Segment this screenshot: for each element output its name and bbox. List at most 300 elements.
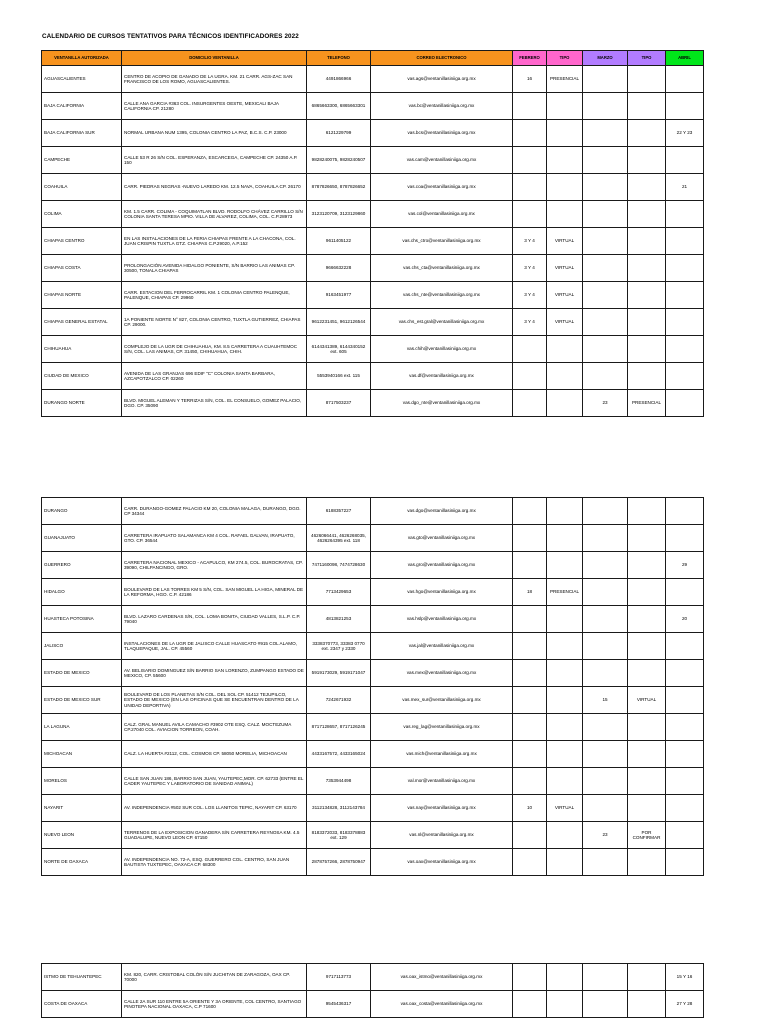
cell-state: NUEVO LEON: [42, 822, 122, 849]
cell-state: COAHUILA: [42, 174, 122, 201]
cell-address: BOULEVARD DE LOS PLANETAS S/N COL. DEL SOL CP. 51412 TEJUPILCO, ESTADO DE MEXICO (EN LAS OFICINAS QUE SE ENCUENTRAN DENTRO DE LA UNIDAD DEPORTIVA): [122, 687, 307, 714]
cell-email: vas.jal@ventanillasiniiga.org.mx: [371, 633, 513, 660]
cell-april: [666, 363, 704, 390]
cell-march: [583, 120, 628, 147]
schedule-table-1: [41, 50, 704, 417]
table-row: [42, 93, 704, 120]
header-type-feb: TIPO: [547, 51, 583, 66]
cell-address: CALLE 2A SUR 110 ENTRE 5A ORIENTE Y 3A ORIENTE, COL CENTRO, SANTIAGO PINOTEPA NACIONAL OAXACA, C.P 71600: [122, 991, 307, 1018]
cell-address: AV. INDEPENDENCIA #502 SUR COL. LOS LLANITOS TEPIC, NAYARIT CP. 63170: [122, 795, 307, 822]
table-row: [42, 120, 704, 147]
cell-march: [583, 93, 628, 120]
cell-february: 16: [513, 66, 547, 93]
cell-type-mar: [628, 201, 666, 228]
table-row: [42, 498, 704, 525]
cell-state: CAMPECHE: [42, 147, 122, 174]
cell-february: 10: [513, 795, 547, 822]
table-row: [42, 795, 704, 822]
cell-type-feb: VIRTUAL: [547, 795, 583, 822]
cell-phone: 6144341389, 6144340152 ext. 605: [307, 336, 371, 363]
cell-address: INSTALACIONES DE LA UGR DE JALISCO CALLE HUASCATO #915 COL ALAMO, TLAQUEPAQUE, JAL. CP. 45560: [122, 633, 307, 660]
cell-address: AV. BELISARIO DOMINGUEZ S/N BARRIO SAN LORENZO, ZUMPANGO ESTADO DE MEXICO, CP. 55600: [122, 660, 307, 687]
cell-type-feb: [547, 93, 583, 120]
cell-email: vas.oax_istmo@ventanillasiniiga.org.mx: [371, 964, 513, 991]
cell-april: [666, 849, 704, 876]
cell-type-feb: [547, 498, 583, 525]
cell-state: CHIAPAS GENERAL ESTATAL: [42, 309, 122, 336]
cell-email: vas.nl@ventanillasiniiga.org.mx: [371, 822, 513, 849]
cell-email: vas.cam@ventanillasiniiga.org.mx: [371, 147, 513, 174]
table-row: [42, 255, 704, 282]
cell-phone: 7713429653: [307, 579, 371, 606]
table-row: [42, 633, 704, 660]
table-row: [42, 822, 704, 849]
cell-phone: 4491866966: [307, 66, 371, 93]
cell-march: [583, 525, 628, 552]
cell-state: MICHOACAN: [42, 741, 122, 768]
cell-february: [513, 991, 547, 1018]
cell-type-feb: [547, 336, 583, 363]
cell-february: [513, 606, 547, 633]
cell-address: KM. 1.5 CARR. COLIMA - COQUIMATLAN BLVD. RODOLFO CHÁVEZ CARRILLO S/N COLONIA SANTA TERESA MPIO. VILLA DE ALVAREZ, COLIMA, COL. C.P.28973: [122, 201, 307, 228]
cell-state: CHIAPAS CENTRO: [42, 228, 122, 255]
cell-type-mar: [628, 255, 666, 282]
cell-march: [583, 579, 628, 606]
cell-state: JALISCO: [42, 633, 122, 660]
cell-state: LA LAGUNA: [42, 714, 122, 741]
header-state: VENTANILLA AUTORIZADA: [42, 51, 122, 66]
cell-april: [666, 687, 704, 714]
cell-address: CARRETERA IRAPUATO SALAMANCA KM 4 COL. RAFAEL GALVAN, IRAPUATO, GTO. CP. 36544: [122, 525, 307, 552]
cell-phone: 5919173029, 5919171047: [307, 660, 371, 687]
cell-february: 3 Y 4: [513, 255, 547, 282]
cell-email: vas.gto@ventanillasiniiga.org.mx: [371, 525, 513, 552]
header-type-mar: TIPO: [628, 51, 666, 66]
cell-email: vas.col@ventanillasiniiga.org.mx: [371, 201, 513, 228]
cell-type-feb: VIRTUAL: [547, 228, 583, 255]
cell-address: BLVD. LAZARO CARDENAS S/N, COL. LOMA BONITA, CIUDAD VALLES, S.L.P. C.P. 79040: [122, 606, 307, 633]
cell-phone: 8717128657, 8717126245: [307, 714, 371, 741]
cell-march: [583, 201, 628, 228]
header-email: CORREO ELECTRONICO: [371, 51, 513, 66]
cell-phone: 9163451977: [307, 282, 371, 309]
cell-april: [666, 795, 704, 822]
cell-type-feb: [547, 991, 583, 1018]
cell-address: BOULEVARD DE LAS TORRES KM 5 S/N, COL. SAN MIGUEL LA HIGA, MINERAL DE LA REFORMA, HGO. C.P. 42186: [122, 579, 307, 606]
cell-type-mar: POR CONFIRMAR: [628, 822, 666, 849]
document-title: CALENDARIO DE CURSOS TENTATIVOS PARA TÉCNICOS IDENTIFICADORES 2022: [42, 33, 299, 40]
table-row: [42, 201, 704, 228]
cell-february: [513, 714, 547, 741]
cell-february: 3 Y 4: [513, 282, 547, 309]
cell-state: DURANGO: [42, 498, 122, 525]
cell-email: vas.chih@ventanillasiniiga.org.mx: [371, 336, 513, 363]
cell-address: CARR. ESTACION DEL FERROCARRIL KM. 1 COLONIA CENTRO PALENQUE, PALENQUE, CHIAPAS CP. 29960: [122, 282, 307, 309]
cell-march: [583, 964, 628, 991]
cell-march: [583, 228, 628, 255]
header-address: DOMICILIO VENTANILLA: [122, 51, 307, 66]
cell-march: [583, 606, 628, 633]
cell-phone: 7471160098, 7474728630: [307, 552, 371, 579]
cell-april: [666, 66, 704, 93]
cell-march: [583, 849, 628, 876]
cell-february: [513, 964, 547, 991]
cell-february: [513, 390, 547, 417]
table-row: [42, 147, 704, 174]
cell-email: vas.chs_est.gral@ventanillasiniiga.org.mx: [371, 309, 513, 336]
cell-march: [583, 363, 628, 390]
cell-type-feb: VIRTUAL: [547, 309, 583, 336]
cell-email: vas.oax_costa@ventanillasiniiga.org.mx: [371, 991, 513, 1018]
cell-phone: 4813821253: [307, 606, 371, 633]
cell-type-mar: PRESENCIAL: [628, 390, 666, 417]
cell-march: [583, 991, 628, 1018]
cell-type-mar: [628, 228, 666, 255]
cell-phone: 9611405122: [307, 228, 371, 255]
cell-type-feb: [547, 768, 583, 795]
cell-phone: 3123120709, 3123129860: [307, 201, 371, 228]
cell-type-mar: [628, 66, 666, 93]
cell-february: 18: [513, 579, 547, 606]
cell-type-mar: [628, 964, 666, 991]
table-row: [42, 309, 704, 336]
table-row: [42, 741, 704, 768]
cell-address: AVENIDA DE LAS GRANJAS 696 EDIF "C" COLONIA SANTA BARBARA, AZCAPOTZALCO CP. 02260: [122, 363, 307, 390]
cell-email: vas.reg_lag@ventanillasiniiga.org.mx: [371, 714, 513, 741]
cell-email: val.mor@ventanillasiniiga.org.mx: [371, 768, 513, 795]
cell-address: KM. 820, CARR. CRISTOBAL COLÓN S/N JUCHITAN DE ZARAGOZA, OAX CP. 70000: [122, 964, 307, 991]
cell-type-feb: [547, 849, 583, 876]
table-row: [42, 525, 704, 552]
cell-april: [666, 741, 704, 768]
table-row: [42, 660, 704, 687]
cell-march: [583, 795, 628, 822]
cell-february: [513, 174, 547, 201]
table-row: [42, 228, 704, 255]
cell-type-feb: [547, 822, 583, 849]
cell-february: [513, 741, 547, 768]
cell-type-mar: [628, 741, 666, 768]
table-row: [42, 579, 704, 606]
cell-february: [513, 120, 547, 147]
cell-address: CARRETERA NACIONAL MEXICO - ACAPULCO, KM 274.5, COL. BUROCRATAS, CP. 39090, CHILPANCINGO, GRO.: [122, 552, 307, 579]
cell-phone: 9828240075, 9828240507: [307, 147, 371, 174]
cell-type-mar: [628, 991, 666, 1018]
cell-state: COSTA DE OAXACA: [42, 991, 122, 1018]
cell-phone: 5553940166 ext. 115: [307, 363, 371, 390]
cell-march: 15: [583, 687, 628, 714]
schedule-table-3: [41, 963, 704, 1018]
cell-march: [583, 309, 628, 336]
cell-march: [583, 282, 628, 309]
cell-april: [666, 336, 704, 363]
cell-march: [583, 147, 628, 174]
cell-type-mar: [628, 633, 666, 660]
cell-state: NAYARIT: [42, 795, 122, 822]
cell-march: 23: [583, 822, 628, 849]
cell-type-feb: [547, 552, 583, 579]
cell-state: ESTADO DE MEXICO SUR: [42, 687, 122, 714]
cell-state: DURANGO NORTE: [42, 390, 122, 417]
table-row: [42, 768, 704, 795]
cell-state: HUASTECA POTOSINA: [42, 606, 122, 633]
cell-state: HIDALGO: [42, 579, 122, 606]
cell-type-mar: [628, 552, 666, 579]
cell-address: COMPLEJO DE LA UGR DE CHIHUAHUA, KM. 8.5 CARRETERA A CUAUHTEMOC S/N, COL. LAS ANIMAS, CP. 31450, CHIHUAHUA, CHIH.: [122, 336, 307, 363]
cell-address: PROLONGACIÓN AVENIDA HIDALGO PONIENTE, S/N BARRIO LAS ANIMAS CP. 30500, TONALA CHIAPAS: [122, 255, 307, 282]
cell-address: TERRENOS DE LA EXPOSICION GANADERA S/N CARRETERA REYNOSA KM. 4.5 GUADALUPE, NUEVO LEON CP. 67150: [122, 822, 307, 849]
table-row: [42, 282, 704, 309]
cell-february: [513, 633, 547, 660]
cell-address: CALZ. GRAL MANUEL AVILA CAMACHO #3902 OTE ESQ. CALZ. MOCTEZUMA CP.27040 COL. AVIACION TORREON, COAH.: [122, 714, 307, 741]
table-row: [42, 964, 704, 991]
cell-type-mar: [628, 795, 666, 822]
cell-email: vas.nay@ventanillasiniiga.org.mx: [371, 795, 513, 822]
cell-february: [513, 849, 547, 876]
cell-type-feb: [547, 525, 583, 552]
cell-february: 3 Y 4: [513, 228, 547, 255]
cell-phone: 8183372033, 8183378883 ext. 129: [307, 822, 371, 849]
cell-phone: 9612231451, 9612126544: [307, 309, 371, 336]
cell-address: CENTRO DE ACOPIO DE GANADO DE LA UGRA. KM. 21 CARR. AGS-ZAC SAN FRANCISCO DE LOS ROMO, AGUASCALIENTES.: [122, 66, 307, 93]
table-row: [42, 606, 704, 633]
cell-phone: 6188357227: [307, 498, 371, 525]
cell-phone: 7242671932: [307, 687, 371, 714]
cell-type-mar: [628, 498, 666, 525]
cell-february: 3 Y 4: [513, 309, 547, 336]
cell-email: vas.coa@ventanillasiniiga.org.mx: [371, 174, 513, 201]
cell-type-mar: [628, 174, 666, 201]
table-row: [42, 174, 704, 201]
cell-february: [513, 201, 547, 228]
cell-february: [513, 498, 547, 525]
cell-april: [666, 633, 704, 660]
cell-state: ISTMO DE TEHUANTEPEC: [42, 964, 122, 991]
cell-state: GUANAJUATO: [42, 525, 122, 552]
cell-address: EN LAS INSTALACIONES DE LA FERIA CHIAPAS FRENTE A LA CHACONA, COL. JUAN CRISPIN TUXTLA GTZ. CHIAPAS C.P.29020, A.P.152: [122, 228, 307, 255]
header-february: FEBRERO: [513, 51, 547, 66]
cell-type-feb: PRESENCIAL: [547, 579, 583, 606]
cell-email: vas.mich@ventanillasiniiga.org.mx: [371, 741, 513, 768]
cell-type-mar: [628, 525, 666, 552]
cell-type-mar: [628, 714, 666, 741]
cell-type-mar: [628, 120, 666, 147]
cell-address: CALLE SAN JUAN 186, BARRIO SAN JUAN, YAUTEPEC,MOR. CP. 62733 (ENTRE EL CADER YAUTEPEC Y LABORATORIO DE SANIDAD ANIMAL): [122, 768, 307, 795]
cell-april: [666, 525, 704, 552]
cell-april: [666, 228, 704, 255]
cell-type-feb: [547, 714, 583, 741]
cell-type-mar: [628, 93, 666, 120]
cell-address: CARR. PIEDRAS NEGRAS -NUEVO LAREDO KM. 12.5 NAVA, COAHUILA CP. 26170: [122, 174, 307, 201]
cell-april: [666, 147, 704, 174]
cell-phone: 6865663300, 6865663301: [307, 93, 371, 120]
cell-type-feb: [547, 687, 583, 714]
cell-state: CHIAPAS NORTE: [42, 282, 122, 309]
cell-email: vas.hgo@ventanillasiniiga.org.mx: [371, 579, 513, 606]
cell-april: 21: [666, 174, 704, 201]
cell-type-mar: [628, 849, 666, 876]
table-header-row: [42, 51, 704, 66]
cell-april: [666, 390, 704, 417]
cell-phone: 2878757266, 2878750947: [307, 849, 371, 876]
cell-type-feb: [547, 741, 583, 768]
cell-state: CIUDAD DE MEXICO: [42, 363, 122, 390]
cell-address: NORMAL URBANA NUM 1395, COLONIA CENTRO LA PAZ, B.C.S. C.P. 23000: [122, 120, 307, 147]
cell-phone: 3112134828, 3112143784: [307, 795, 371, 822]
cell-type-mar: [628, 309, 666, 336]
cell-type-feb: [547, 606, 583, 633]
cell-march: [583, 714, 628, 741]
cell-phone: 4626066441, 4626268035, 4626264395 ext. 118: [307, 525, 371, 552]
cell-april: [666, 93, 704, 120]
cell-email: vas.dgo@ventanillasiniiga.org.mx: [371, 498, 513, 525]
cell-april: [666, 822, 704, 849]
cell-email: vas.chs_cta@ventanillasiniiga.org.mx: [371, 255, 513, 282]
cell-type-mar: [628, 363, 666, 390]
cell-february: [513, 525, 547, 552]
cell-email: vas.bc@ventanillasiniiga.org.mx: [371, 93, 513, 120]
cell-phone: 6121229799: [307, 120, 371, 147]
cell-february: [513, 93, 547, 120]
cell-type-feb: [547, 147, 583, 174]
cell-phone: 3338370773, 33383 0770 ext. 2347 y 2330: [307, 633, 371, 660]
cell-type-feb: [547, 633, 583, 660]
cell-address: CALLE ANA GARCIA #363 COL. INSURGENTES OESTE, MEXICALI BAJA CALIFORNIA CP. 21280: [122, 93, 307, 120]
cell-state: BAJA CALIFORNIA: [42, 93, 122, 120]
cell-march: [583, 552, 628, 579]
cell-phone: 8787826650, 8787826652: [307, 174, 371, 201]
cell-april: [666, 768, 704, 795]
cell-type-mar: [628, 336, 666, 363]
cell-february: [513, 768, 547, 795]
cell-april: 15 Y 16: [666, 964, 704, 991]
cell-march: [583, 498, 628, 525]
cell-type-feb: [547, 174, 583, 201]
cell-email: vas.ags@ventanillasiniiga.org.mx: [371, 66, 513, 93]
cell-address: 1A PONIENTE NORTE N° 827, COLONIA CENTRO, TUXTLA GUTIERREZ, CHIAPAS CP. 29000.: [122, 309, 307, 336]
cell-email: vas.mex@ventanillasiniiga.org.mx: [371, 660, 513, 687]
cell-email: vas.hslp@ventanillasiniiga.org.mx: [371, 606, 513, 633]
table-row: [42, 363, 704, 390]
cell-email: vas.chs_nte@ventanillasiniiga.org.mx: [371, 282, 513, 309]
table-row: [42, 552, 704, 579]
cell-february: [513, 336, 547, 363]
cell-type-mar: [628, 660, 666, 687]
cell-type-feb: [547, 363, 583, 390]
cell-state: CHIHUAHUA: [42, 336, 122, 363]
cell-type-feb: PRESENCIAL: [547, 66, 583, 93]
cell-march: [583, 741, 628, 768]
cell-type-mar: [628, 606, 666, 633]
cell-type-mar: [628, 282, 666, 309]
cell-april: [666, 498, 704, 525]
table-row: [42, 714, 704, 741]
table-row: [42, 991, 704, 1018]
cell-state: BAJA CALIFORNIA SUR: [42, 120, 122, 147]
cell-february: [513, 660, 547, 687]
cell-phone: 9666632228: [307, 255, 371, 282]
cell-type-feb: VIRTUAL: [547, 255, 583, 282]
cell-state: ESTADO DE MEXICO: [42, 660, 122, 687]
table-row: [42, 849, 704, 876]
cell-april: [666, 255, 704, 282]
cell-march: [583, 255, 628, 282]
table-row: [42, 66, 704, 93]
cell-phone: 9545436317: [307, 991, 371, 1018]
cell-type-mar: [628, 768, 666, 795]
cell-april: [666, 579, 704, 606]
cell-state: CHIAPAS COSTA: [42, 255, 122, 282]
cell-state: AGUASCALIENTES: [42, 66, 122, 93]
cell-address: BLVD. MIGUEL ALEMAN Y TERRIZAS S/N, COL. EL CONSUELO, GOMEZ PALACIO, DGO. CP. 35090: [122, 390, 307, 417]
cell-march: [583, 336, 628, 363]
table-row: [42, 390, 704, 417]
cell-email: vas.dgo_nte@ventanillasiniiga.org.mx: [371, 390, 513, 417]
cell-email: vas.bcs@ventanillasiniiga.org.mx: [371, 120, 513, 147]
cell-april: [666, 714, 704, 741]
cell-email: vas.gro@ventanillasiniiga.org.mx: [371, 552, 513, 579]
cell-type-feb: [547, 120, 583, 147]
cell-march: [583, 633, 628, 660]
cell-type-mar: VIRTUAL: [628, 687, 666, 714]
schedule-table-2: [41, 497, 704, 876]
cell-type-feb: [547, 390, 583, 417]
cell-email: vas.df@ventanillasiniiga.org.mx: [371, 363, 513, 390]
cell-april: [666, 282, 704, 309]
cell-address: AV. INDEPENDENCIA NO. 72-A, ESQ. GUERRERO COL. CENTRO, SAN JUAN BAUTISTA TUXTEPEC, OAXACA CP. 68300: [122, 849, 307, 876]
cell-state: NORTE DE OAXACA: [42, 849, 122, 876]
cell-april: [666, 660, 704, 687]
cell-april: [666, 309, 704, 336]
cell-phone: 8717503237: [307, 390, 371, 417]
cell-april: 29: [666, 552, 704, 579]
cell-march: [583, 174, 628, 201]
cell-phone: 7353944498: [307, 768, 371, 795]
cell-april: 20: [666, 606, 704, 633]
cell-email: vas.mex_sur@ventanillasiniiga.org.mx: [371, 687, 513, 714]
cell-february: [513, 363, 547, 390]
cell-phone: 4433167572, 4433165024: [307, 741, 371, 768]
cell-state: COLIMA: [42, 201, 122, 228]
table-row: [42, 687, 704, 714]
cell-march: [583, 660, 628, 687]
cell-email: vas.chs_ctro@ventanillasiniiga.org.mx: [371, 228, 513, 255]
cell-phone: 9717113773: [307, 964, 371, 991]
cell-march: [583, 768, 628, 795]
cell-state: MORELOS: [42, 768, 122, 795]
table-row: [42, 336, 704, 363]
header-march: MARZO: [583, 51, 628, 66]
header-phone: TELEFONO: [307, 51, 371, 66]
cell-type-mar: [628, 147, 666, 174]
cell-february: [513, 552, 547, 579]
cell-february: [513, 687, 547, 714]
cell-address: CARR. DURANGO-GOMEZ PALACIO KM 20, COLONIA MALAGA, DURANGO, DGO. CP 34344: [122, 498, 307, 525]
cell-type-mar: [628, 579, 666, 606]
cell-february: [513, 822, 547, 849]
cell-type-feb: VIRTUAL: [547, 282, 583, 309]
cell-state: GUERRERO: [42, 552, 122, 579]
cell-march: 23: [583, 390, 628, 417]
cell-april: 22 Y 23: [666, 120, 704, 147]
cell-address: CALLE 53 R 26 S/N COL. ESPERANZA, ESCARCEGA, CAMPECHE CP. 24350 A.P. 150: [122, 147, 307, 174]
cell-april: [666, 201, 704, 228]
header-april: ABRIL: [666, 51, 704, 66]
cell-february: [513, 147, 547, 174]
cell-type-feb: [547, 660, 583, 687]
cell-type-feb: [547, 201, 583, 228]
cell-march: [583, 66, 628, 93]
